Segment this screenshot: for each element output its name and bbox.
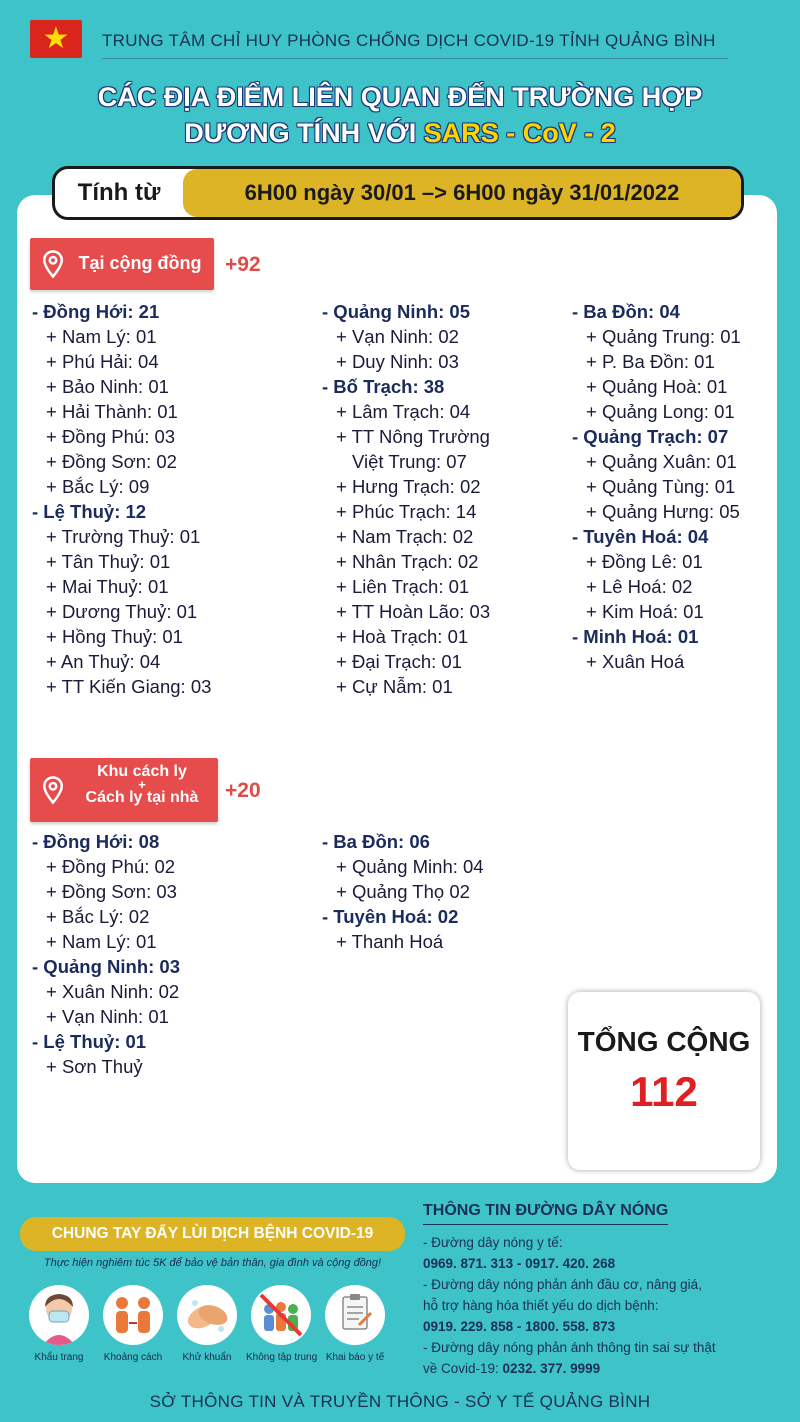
period-range: 6H00 ngày 30/01 –> 6H00 ngày 31/01/2022: [183, 169, 741, 217]
page-title-line2: [0, 118, 800, 149]
title-highlight: SARS - CoV - 2: [423, 118, 616, 148]
district-row: - Ba Đồn: 06: [322, 831, 430, 852]
period-bar: [52, 166, 744, 220]
header-divider: [102, 58, 728, 59]
hotline-line: - Đường dây nóng phản ánh đầu cơ, nâng giá,: [423, 1277, 702, 1292]
distancing-caption: Khoảng cách: [103, 1352, 163, 1363]
quarantine-column-2: [322, 829, 484, 954]
district-row: - Lệ Thuỷ: 12: [32, 501, 147, 522]
commune-row: + Xuân Hoá: [586, 651, 685, 672]
hotline-line: - Đường dây nóng y tế:: [423, 1235, 563, 1250]
commune-row: + Kim Hoá: 01: [586, 601, 704, 622]
quarantine-tag-line1: Khu cách ly: [97, 763, 187, 780]
commune-row: + Hải Thành: 01: [46, 401, 178, 422]
total-label: TỔNG CỘNG: [577, 1026, 751, 1057]
hotline-title: THÔNG TIN ĐƯỜNG DÂY NÓNG: [423, 1202, 668, 1225]
commune-row: + Lâm Trạch: 04: [336, 401, 471, 422]
hotline-lines: [423, 1232, 783, 1379]
commune-row: + Đồng Sơn: 02: [46, 451, 177, 472]
commune-row: + Hồng Thuỷ: 01: [46, 626, 183, 647]
commune-row: + TT Kiến Giang: 03: [46, 676, 212, 697]
district-row: - Tuyên Hoá: 02: [322, 906, 459, 927]
commune-row: + Quảng Long: 01: [586, 401, 735, 422]
commune-row: + Dương Thuỷ: 01: [46, 601, 198, 622]
commune-row: + Sơn Thuỷ: [46, 1056, 143, 1077]
hotline-line: - Đường dây nóng phản ánh thông tin sai sự thật: [423, 1340, 716, 1355]
face-mask-icon: [29, 1285, 89, 1345]
no-gathering-item: [246, 1285, 316, 1363]
vietnam-flag-icon: [30, 20, 82, 58]
quarantine-tag: [30, 758, 218, 822]
commune-row: + Nam Lý: 01: [46, 326, 157, 347]
organization-name: TRUNG TÂM CHỈ HUY PHÒNG CHỐNG DỊCH COVID-19 TỈNH QUẢNG BÌNH: [102, 31, 716, 50]
commune-row: + Mai Thuỷ: 01: [46, 576, 169, 597]
health-declaration-icon: [325, 1285, 385, 1345]
campaign-subtitle: Thực hiện nghiêm túc 5K để bảo vệ bản thân, gia đình và cộng đồng!: [43, 1257, 382, 1269]
face-mask-caption: Khẩu trang: [34, 1352, 84, 1363]
title-prefix: DƯƠNG TÍNH VỚI: [184, 118, 424, 148]
commune-row: + Xuân Ninh: 02: [46, 981, 180, 1002]
commune-row: Việt Trung: 07: [352, 451, 467, 472]
district-row: - Quảng Ninh: 05: [322, 301, 470, 322]
commune-row: + Hoà Trạch: 01: [336, 626, 469, 647]
district-row: - Quảng Trạch: 07: [572, 426, 729, 447]
commune-row: + Đồng Sơn: 03: [46, 881, 177, 902]
commune-row: + Đồng Phú: 03: [46, 426, 176, 447]
hotline-line: hỗ trợ hàng hóa thiết yếu do dịch bệnh:: [423, 1298, 659, 1313]
health-declaration-caption: Khai báo y tế: [325, 1352, 385, 1363]
no-gathering-icon: [251, 1285, 311, 1345]
footer: SỞ THÔNG TIN VÀ TRUYỀN THÔNG - SỞ Y TẾ QUẢNG BÌNH: [149, 1392, 651, 1411]
commune-row: + Quảng Minh: 04: [336, 856, 484, 877]
location-pin-icon: [38, 775, 68, 805]
distancing-item: [98, 1285, 168, 1363]
hand-sanitize-item: [172, 1285, 242, 1363]
district-row: - Minh Hoá: 01: [572, 626, 699, 647]
hotline-info: [423, 1202, 783, 1379]
commune-row: + Đồng Lê: 01: [586, 551, 703, 572]
commune-row: + Trường Thuỷ: 01: [46, 526, 201, 547]
quarantine-column-1: [32, 829, 180, 1079]
commune-row: + Phú Hải: 04: [46, 351, 159, 372]
commune-row: + Bảo Ninh: 01: [46, 376, 169, 397]
district-row: - Đồng Hới: 21: [32, 301, 160, 322]
page-title-line1: CÁC ĐỊA ĐIỂM LIÊN QUAN ĐẾN TRƯỜNG HỢP: [97, 82, 703, 112]
commune-row: + Duy Ninh: 03: [336, 351, 459, 372]
community-column-3: [572, 299, 741, 674]
total-value: 112: [630, 1068, 698, 1115]
total-box: [568, 992, 760, 1170]
hand-sanitize-caption: Khử khuẩn: [182, 1352, 232, 1363]
commune-row: + Quảng Trung: 01: [586, 326, 741, 347]
commune-row: + Quảng Xuân: 01: [586, 451, 737, 472]
hotline-line: [423, 1358, 783, 1379]
community-column-1: [32, 299, 211, 699]
commune-row: + Quảng Thọ 02: [336, 881, 470, 902]
commune-row: + Quảng Hưng: 05: [586, 501, 740, 522]
period-label: Tính từ: [77, 179, 161, 206]
community-tag: [30, 238, 214, 290]
community-column-2: [322, 299, 490, 699]
commune-row: + Quảng Hoà: 01: [586, 376, 728, 397]
district-row: - Bố Trạch: 38: [322, 376, 445, 397]
5k-icons: [20, 1285, 400, 1375]
flag-star: ★: [42, 21, 70, 56]
commune-row: + Nam Trạch: 02: [336, 526, 474, 547]
commune-row: + Lê Hoá: 02: [586, 576, 693, 597]
commune-row: + Bắc Lý: 02: [46, 906, 150, 927]
community-count: +92: [225, 253, 261, 276]
commune-row: + Đại Trạch: 01: [336, 651, 462, 672]
distancing-icon: [103, 1285, 163, 1345]
hotline-number: 0919. 229. 858 - 1800. 558. 873: [423, 1319, 616, 1334]
commune-row: + Hưng Trạch: 02: [336, 476, 481, 497]
campaign-banner: CHUNG TAY ĐẨY LÙI DỊCH BỆNH COVID-19: [20, 1217, 405, 1251]
community-tag-label: Tại cộng đồng: [78, 253, 202, 273]
commune-row: + Quảng Tùng: 01: [586, 476, 736, 497]
quarantine-tag-plus: +: [138, 777, 146, 792]
commune-row: + Nam Lý: 01: [46, 931, 157, 952]
health-declaration-item: [320, 1285, 390, 1363]
commune-row: + TT Nông Trường: [336, 426, 490, 447]
district-row: - Tuyên Hoá: 04: [572, 526, 709, 547]
commune-row: + Bắc Lý: 09: [46, 476, 150, 497]
commune-row: + Thanh Hoá: [336, 931, 444, 952]
commune-row: + Phúc Trạch: 14: [336, 501, 477, 522]
hotline-number: 0969. 871. 313 - 0917. 420. 268: [423, 1256, 616, 1271]
commune-row: + Vạn Ninh: 02: [336, 326, 459, 347]
commune-row: + Tân Thuỷ: 01: [46, 551, 171, 572]
commune-row: + An Thuỷ: 04: [46, 651, 161, 672]
hand-sanitize-icon: [177, 1285, 237, 1345]
commune-row: + Liên Trạch: 01: [336, 576, 470, 597]
commune-row: + Vạn Ninh: 01: [46, 1006, 169, 1027]
face-mask-item: [24, 1285, 94, 1363]
district-row: - Lệ Thuỷ: 01: [32, 1031, 147, 1052]
district-row: - Quảng Ninh: 03: [32, 956, 180, 977]
commune-row: + Cự Nẫm: 01: [336, 676, 453, 697]
district-row: - Đồng Hới: 08: [32, 831, 160, 852]
quarantine-tag-line2: Cách ly tại nhà: [85, 789, 199, 806]
quarantine-tag-label: [74, 764, 210, 805]
hotline-number: 0232. 377. 9999: [502, 1361, 601, 1376]
quarantine-count: +20: [225, 779, 261, 802]
commune-row: + TT Hoàn Lão: 03: [336, 601, 491, 622]
commune-row: + Đồng Phú: 02: [46, 856, 176, 877]
hotline-line-text: về Covid-19:: [423, 1361, 503, 1376]
commune-row: + P. Ba Đồn: 01: [586, 351, 715, 372]
commune-row: + Nhân Trạch: 02: [336, 551, 479, 572]
district-row: - Ba Đồn: 04: [572, 301, 680, 322]
location-pin-icon: [38, 249, 68, 279]
no-gathering-caption: Không tập trung: [246, 1352, 318, 1363]
